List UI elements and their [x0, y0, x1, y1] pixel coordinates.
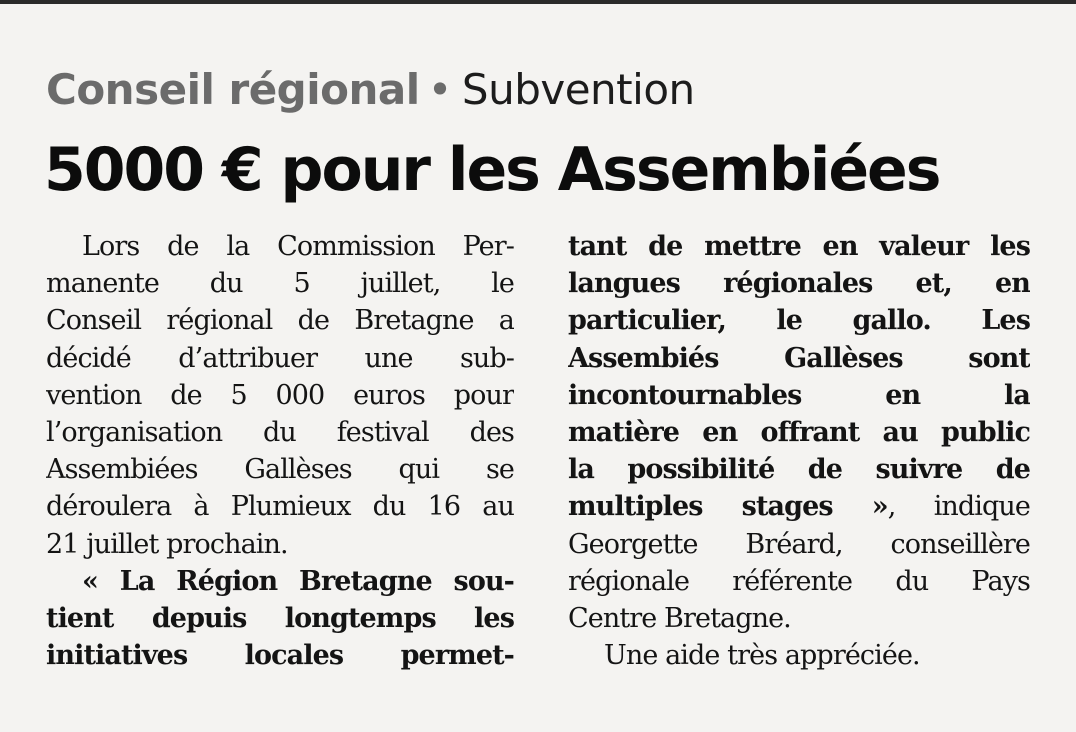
quote-line: la possibilité de suivre de	[568, 454, 1030, 486]
body-line: l’organisation du festival des	[46, 416, 514, 448]
body-line: déroulera à Plumieux du 16 au	[46, 491, 514, 523]
quote-line: langues régionales et, en	[568, 268, 1030, 300]
closing-line: Une aide très appréciée.	[604, 640, 920, 672]
body-line: Georgette Bréard, conseillère	[568, 528, 1030, 560]
article-headline: 5000 € pour les Assembiées	[44, 135, 940, 205]
body-line: Lors de la Commission Per-	[82, 231, 514, 262]
quote-line: particulier, le gallo. Les	[568, 305, 1030, 337]
body-line: 21 juillet prochain.	[46, 528, 288, 560]
quote-line: initiatives locales permet-	[46, 640, 514, 672]
kicker-separator: •	[427, 65, 452, 114]
quote-line: incontournables en la	[568, 379, 1030, 411]
quote-line: Assembiés Gallèses sont	[568, 342, 1030, 374]
body-line: vention de 5 000 euros pour	[46, 379, 514, 411]
article-column-right	[568, 228, 1030, 674]
body-line: manente du 5 juillet, le	[46, 268, 514, 300]
body-line: régionale référente du Pays	[568, 565, 1030, 597]
body-line: Conseil régional de Bretagne a	[46, 305, 514, 337]
article-column-left	[46, 228, 514, 674]
quote-line: tant de mettre en valeur les	[568, 231, 1030, 262]
attribution-text: , indique	[887, 491, 1030, 523]
body-line: décidé d’attribuer une sub-	[46, 342, 514, 374]
article-kicker	[46, 62, 695, 118]
topic-label: Subvention	[461, 65, 695, 114]
quote-line: tient depuis longtemps les	[46, 602, 514, 634]
quote-line: « La Région Bretagne sou-	[82, 565, 514, 597]
top-rule	[0, 0, 1076, 4]
body-line: Assembiées Gallèses qui se	[46, 454, 514, 486]
mixed-line	[568, 488, 1030, 525]
quote-line: matière en offrant au public	[568, 416, 1030, 448]
body-line: Centre Bretagne.	[568, 602, 791, 634]
quote-end: multiples stages »	[568, 491, 888, 523]
rubric-label: Conseil régional	[46, 65, 420, 114]
